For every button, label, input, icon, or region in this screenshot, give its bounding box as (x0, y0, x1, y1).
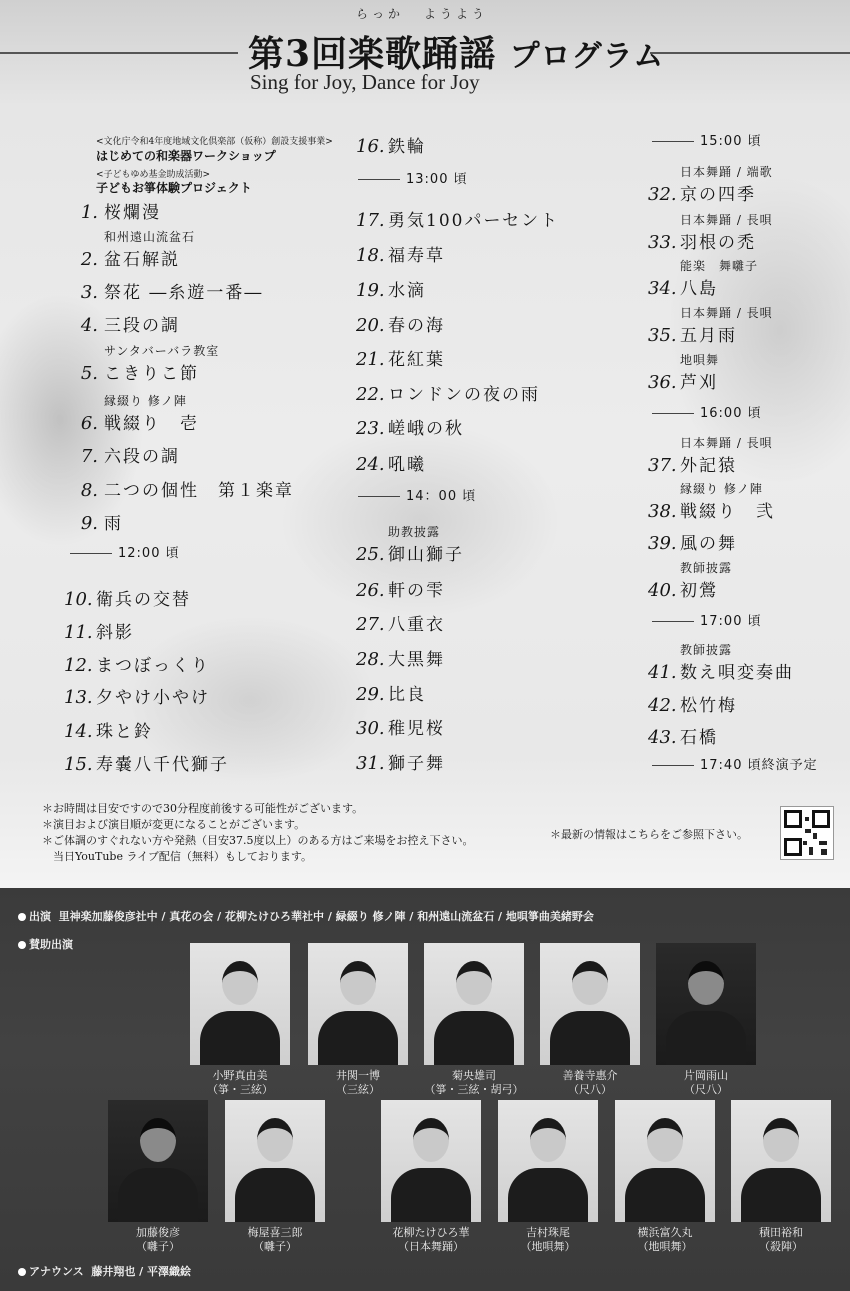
program-item (648, 321, 737, 346)
program-number: 16. (356, 136, 385, 157)
performers-label: 出演 (29, 910, 51, 923)
program-number: 30. (356, 718, 385, 739)
guest-caption (414, 1069, 534, 1097)
time-label: 16:00 頃 (700, 406, 762, 421)
guest-caption (298, 1069, 418, 1097)
program-title: 数え唄変奏曲 (680, 663, 794, 683)
qr-code-icon[interactable] (780, 806, 834, 860)
program-title: 勇気100パーセント (388, 211, 560, 231)
guest-photo (308, 943, 408, 1065)
program-item (72, 409, 199, 434)
program-item (648, 368, 718, 393)
program-title: 外記猿 (680, 456, 737, 476)
guest-photo (225, 1100, 325, 1222)
guest-role: （地唄舞） (520, 1240, 576, 1253)
program-category: 日本舞踊 / 長唄 (680, 436, 773, 450)
program-number: 2. (80, 249, 98, 270)
announcer-label: アナウンス (29, 1265, 84, 1278)
program-item (356, 276, 426, 301)
program-number: 24. (356, 454, 385, 475)
program-title: 風の舞 (680, 534, 737, 554)
guest-caption (180, 1069, 300, 1097)
guest-role: （箏・三絃） (207, 1083, 273, 1096)
program-number: 21. (356, 349, 385, 370)
program-item (64, 618, 134, 643)
program-number: 34. (648, 278, 677, 299)
guest-name: 積田裕和 (759, 1226, 803, 1239)
program-number: 15. (64, 754, 93, 775)
time-dash (652, 141, 694, 142)
guest-photo (190, 943, 290, 1065)
guest-name: 小野真由美 (212, 1069, 268, 1082)
title-suffix: プログラム (509, 39, 665, 74)
time-marker (652, 402, 762, 421)
program-item (356, 450, 426, 475)
program-number: 1. (80, 202, 98, 223)
guest-photo (656, 943, 756, 1065)
time-marker (652, 610, 762, 629)
program-category: 日本舞踊 / 長唄 (680, 213, 773, 227)
program-number: 25. (356, 544, 385, 565)
program-title: 八島 (680, 279, 718, 299)
bullet-icon (18, 1268, 26, 1276)
program-item (72, 245, 180, 270)
guest-photo (731, 1100, 831, 1222)
program-number: 42. (648, 695, 677, 716)
portrait-body (391, 1168, 471, 1222)
guest-caption (215, 1226, 335, 1254)
guest-role: （殺陣） (759, 1240, 803, 1253)
portrait-head (140, 1118, 176, 1162)
portrait-head (763, 1118, 799, 1162)
program-title: 芦刈 (680, 373, 718, 393)
program-item (648, 723, 718, 748)
program-title: 祭花 ―糸遊一番― (104, 283, 264, 303)
guests-heading (18, 936, 73, 952)
time-dash (358, 179, 400, 180)
guests-label: 賛助出演 (29, 938, 73, 951)
program-number: 3. (80, 282, 98, 303)
guest-name: 梅屋喜三郎 (247, 1226, 303, 1239)
program-number: 13. (64, 687, 93, 708)
program-number: 23. (356, 418, 385, 439)
program-title: 大黒舞 (388, 650, 445, 670)
program-number: 20. (356, 315, 385, 336)
guest-caption (488, 1226, 608, 1254)
note-line: ＊お時間は目安ですので30分程度前後する可能性がございます。 (42, 802, 364, 815)
performers-list: 里神楽加藤俊彦社中 / 真花の会 / 花柳たけひろ華社中 / 緑綴り 修ノ陣 / 和州遠山流盆石 / 地唄箏曲美緒野会 (58, 910, 594, 923)
program-title: 石橋 (680, 728, 718, 748)
portrait-body (508, 1168, 588, 1222)
program-title: まつぼっくり (96, 656, 210, 676)
program-title: こきりこ節 (104, 364, 199, 384)
guest-photo (108, 1100, 208, 1222)
program-number: 38. (648, 501, 677, 522)
workshop-note-1: <文化庁令和4年度地域文化倶楽部（仮称）創設支援事業> (96, 137, 333, 147)
guest-caption (98, 1226, 218, 1254)
time-dash (652, 413, 694, 414)
program-title: 珠と鈴 (96, 722, 153, 742)
program-title: 吼曦 (388, 455, 426, 475)
program-number: 6. (80, 413, 98, 434)
portrait-body (741, 1168, 821, 1222)
portrait-head (647, 1118, 683, 1162)
time-marker (358, 485, 476, 504)
guest-role: （箏・三絃・胡弓） (424, 1083, 524, 1096)
program-title: 福寿草 (388, 246, 445, 266)
program-item (648, 576, 718, 601)
guest-name: 吉村珠尾 (526, 1226, 570, 1239)
program-number: 10. (64, 589, 93, 610)
time-label: 14：00 頃 (406, 489, 477, 504)
program-item (64, 585, 191, 610)
portrait-body (434, 1011, 514, 1065)
workshop-note-2: <子どもゆめ基金助成活動> (96, 170, 211, 180)
program-item (72, 509, 123, 534)
program-category: サンタバーバラ教室 (104, 344, 220, 358)
time-label: 13:00 頃 (406, 172, 468, 187)
program-item (72, 278, 263, 303)
announcer-line (18, 1263, 191, 1279)
program-number: 41. (648, 662, 677, 683)
program-title: 比良 (388, 685, 426, 705)
program-item (72, 476, 294, 501)
portrait-head (572, 961, 608, 1005)
program-number: 11. (64, 622, 93, 643)
workshop-title-2: 子どもお箏体験プロジェクト (96, 181, 252, 195)
guest-name: 菊央雄司 (452, 1069, 496, 1082)
program-title: 六段の調 (104, 447, 180, 467)
program-item (356, 645, 445, 670)
time-label: 17:00 頃 (700, 614, 762, 629)
guest-photo (540, 943, 640, 1065)
time-label: 15:00 頃 (700, 134, 762, 149)
guest-role: （囃子） (136, 1240, 180, 1253)
guest-name: 加藤俊彦 (136, 1226, 180, 1239)
portrait-head (456, 961, 492, 1005)
program-title: 桜爛漫 (104, 203, 161, 223)
guest-name: 井関一博 (336, 1069, 380, 1082)
header (0, 0, 850, 105)
program-number: 39. (648, 533, 677, 554)
bullet-icon (18, 913, 26, 921)
title-rule-left (0, 52, 238, 54)
program-item (72, 359, 199, 384)
title-rule-right (650, 52, 850, 54)
title-ruby-right: ようよう (424, 7, 489, 21)
info-text: ＊最新の情報はこちらをご参照下さい。 (550, 828, 748, 841)
portrait-body (625, 1168, 705, 1222)
program-item (356, 380, 540, 405)
program-item (64, 683, 210, 708)
program-number: 28. (356, 649, 385, 670)
portrait-body (550, 1011, 630, 1065)
program-title: 二つの個性 第１楽章 (104, 481, 294, 501)
time-label: 17:40 頃終演予定 (700, 758, 818, 773)
portrait-body (200, 1011, 280, 1065)
guest-name: 善養寺惠介 (562, 1069, 618, 1082)
guest-role: （囃子） (253, 1240, 297, 1253)
program-item (72, 311, 180, 336)
program-number: 22. (356, 384, 385, 405)
program-item (356, 206, 559, 231)
workshop-title-1: はじめての和楽器ワークショップ (96, 149, 276, 163)
program-title: 戦綴り 弐 (680, 502, 775, 522)
program-item (72, 442, 180, 467)
program-item (64, 651, 210, 676)
program-item (356, 132, 426, 157)
program-item (356, 576, 445, 601)
program-number: 14. (64, 721, 93, 742)
portrait-head (530, 1118, 566, 1162)
program-number: 37. (648, 455, 677, 476)
guest-role: （地唄舞） (637, 1240, 693, 1253)
program-number: 32. (648, 184, 677, 205)
guest-name: 片岡雨山 (684, 1069, 728, 1082)
program-number: 31. (356, 753, 385, 774)
program-number: 26. (356, 580, 385, 601)
title-main: 第3回楽歌踊謡 (248, 33, 497, 75)
time-dash (652, 621, 694, 622)
program-category: 教師披露 (680, 561, 733, 575)
guest-photo (498, 1100, 598, 1222)
program-category: 縁綴り 修ノ陣 (104, 394, 187, 408)
program-number: 29. (356, 684, 385, 705)
program-category: 地唄舞 (680, 353, 720, 367)
program-title: 斜影 (96, 623, 134, 643)
announcer-names: 藤井翔也 / 平澤織絵 (91, 1265, 192, 1278)
program-item (648, 497, 775, 522)
program-number: 40. (648, 580, 677, 601)
program-item (648, 180, 756, 205)
title-ruby-left: らっか (356, 7, 405, 21)
program-title: 戦綴り 壱 (104, 414, 199, 434)
portrait-head (688, 961, 724, 1005)
time-marker (70, 542, 180, 561)
program-item (72, 198, 161, 223)
program-number: 43. (648, 727, 677, 748)
time-marker (652, 130, 762, 149)
program-category: 日本舞踊 / 端歌 (680, 165, 773, 179)
program-title: 盆石解説 (104, 250, 180, 270)
program-title: 雨 (104, 514, 123, 534)
program-item (64, 750, 229, 775)
guest-caption (605, 1226, 725, 1254)
guest-role: （尺八） (684, 1083, 728, 1096)
program-title: 鉄輪 (388, 137, 426, 157)
program-item (648, 691, 737, 716)
program-title: 軒の雫 (388, 581, 445, 601)
program-item (356, 311, 445, 336)
program-item (64, 717, 153, 742)
program-title: 御山獅子 (388, 545, 464, 565)
program-title: 松竹梅 (680, 696, 737, 716)
program-category: 能楽 舞囃子 (680, 259, 759, 273)
performers-section (0, 888, 850, 1291)
program-category: 助教披露 (388, 525, 441, 539)
program-title: 春の海 (388, 316, 445, 336)
program-item (356, 345, 445, 370)
program-number: 27. (356, 614, 385, 635)
time-dash (70, 553, 112, 554)
program-item (356, 414, 464, 439)
guest-photo (381, 1100, 481, 1222)
guest-caption (371, 1226, 491, 1254)
portrait-body (318, 1011, 398, 1065)
program-item (648, 228, 756, 253)
program-title: 水滴 (388, 281, 426, 301)
program-title: 羽根の禿 (680, 233, 756, 253)
program-item (648, 274, 718, 299)
program-category: 縁綴り 修ノ陣 (680, 482, 763, 496)
program-number: 12. (64, 655, 93, 676)
portrait-body (118, 1168, 198, 1222)
program-item (356, 540, 464, 565)
portrait-head (257, 1118, 293, 1162)
portrait-body (235, 1168, 315, 1222)
time-marker (358, 168, 468, 187)
program-title: 嵯峨の秋 (388, 419, 464, 439)
program-number: 18. (356, 245, 385, 266)
portrait-head (340, 961, 376, 1005)
program-number: 7. (80, 446, 98, 467)
time-label: 12:00 頃 (118, 546, 180, 561)
program-title: 三段の調 (104, 316, 180, 336)
program-number: 9. (80, 513, 98, 534)
program-item (356, 749, 445, 774)
program-title: ロンドンの夜の雨 (388, 385, 540, 405)
program-title: 獅子舞 (388, 754, 445, 774)
guest-role: （三絃） (336, 1083, 380, 1096)
program-title: 稚児桜 (388, 719, 445, 739)
program-number: 33. (648, 232, 677, 253)
program-number: 4. (80, 315, 98, 336)
program-category: 和州遠山流盆石 (104, 230, 196, 244)
portrait-head (222, 961, 258, 1005)
program-title: 衛兵の交替 (96, 590, 191, 610)
program-number: 19. (356, 280, 385, 301)
note-line: ＊ご体調のすぐれない方や発熱（目安37.5度以上）のある方はご来場をお控え下さい。 (42, 834, 474, 847)
program-category: 日本舞踊 / 長唄 (680, 306, 773, 320)
portrait-body (666, 1011, 746, 1065)
program-item (648, 451, 737, 476)
guest-name: 横浜富久丸 (637, 1226, 693, 1239)
program-category: 教師披露 (680, 643, 733, 657)
program-item (648, 658, 794, 683)
time-marker (652, 754, 818, 773)
guest-caption (721, 1226, 841, 1254)
program-number: 8. (80, 480, 98, 501)
guest-caption (646, 1069, 766, 1097)
program-title: 夕やけ小やけ (96, 688, 210, 708)
guest-name: 花柳たけひろ華 (392, 1226, 470, 1239)
guest-photo (615, 1100, 715, 1222)
notes (42, 801, 474, 865)
time-dash (652, 765, 694, 766)
program-item (356, 241, 445, 266)
program-item (356, 680, 426, 705)
program-title: 花紅葉 (388, 350, 445, 370)
bullet-icon (18, 941, 26, 949)
note-line: 当日YouTube ライブ配信（無料）もしております。 (42, 850, 312, 863)
program-title: 八重衣 (388, 615, 445, 635)
program-item (356, 610, 445, 635)
program-title: 初鶯 (680, 581, 718, 601)
note-line: ＊演目および演目順が変更になることがございます。 (42, 818, 306, 831)
subtitle: Sing for Joy, Dance for Joy (250, 70, 480, 94)
program-title: 京の四季 (680, 185, 756, 205)
program-number: 17. (356, 210, 385, 231)
time-dash (358, 496, 400, 497)
program-number: 35. (648, 325, 677, 346)
guest-role: （尺八） (568, 1083, 612, 1096)
portrait-head (413, 1118, 449, 1162)
guest-caption (530, 1069, 650, 1097)
program-title: 寿嚢八千代獅子 (96, 755, 229, 775)
program-item (356, 714, 445, 739)
guest-role: （日本舞踊） (398, 1240, 464, 1253)
program-number: 36. (648, 372, 677, 393)
guest-photo (424, 943, 524, 1065)
program-title: 五月雨 (680, 326, 737, 346)
program-number: 5. (80, 363, 98, 384)
performers-line (18, 908, 594, 924)
program-item (648, 529, 737, 554)
